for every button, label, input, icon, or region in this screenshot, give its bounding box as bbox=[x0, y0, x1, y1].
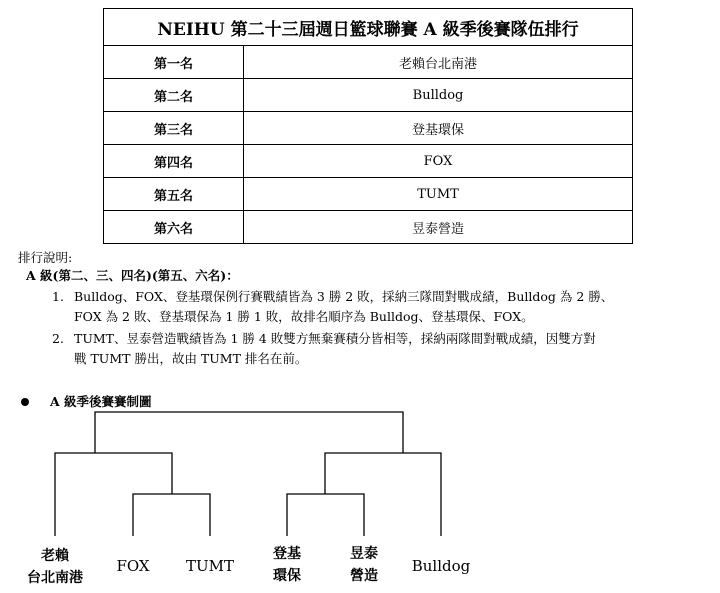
left-qf-line bbox=[133, 494, 210, 536]
note-text: TUMT、昱泰營造戰績皆為 1 勝 4 敗雙方無棄賽積分皆相等，採納兩隊間對戰成績，因雙方對 bbox=[74, 331, 596, 346]
team-cell: 登基環保 bbox=[244, 112, 633, 145]
team-cell: 昱泰營造 bbox=[244, 211, 633, 244]
bracket-team: Bulldog bbox=[411, 557, 471, 575]
rank-cell: 第四名 bbox=[104, 145, 244, 178]
right-qf-line bbox=[287, 494, 364, 536]
team-cell: FOX bbox=[244, 145, 633, 178]
bracket-team: 登基 環保 bbox=[273, 546, 301, 584]
final-line bbox=[95, 412, 403, 453]
team-cell: Bulldog bbox=[244, 79, 633, 112]
notes-heading: 排行說明: bbox=[18, 250, 73, 265]
bracket-team: FOX bbox=[116, 557, 150, 575]
team-cell: 老賴台北南港 bbox=[244, 46, 633, 79]
rank-cell: 第二名 bbox=[104, 79, 244, 112]
note-number: 2. bbox=[52, 331, 64, 346]
rank-cell: 第五名 bbox=[104, 178, 244, 211]
rank-cell: 第一名 bbox=[104, 46, 244, 79]
note-number: 1. bbox=[52, 289, 64, 304]
bracket-team: 老賴 台北南港 bbox=[27, 548, 83, 586]
note-text: 戰 TUMT 勝出，故由 TUMT 排名在前。 bbox=[74, 351, 308, 366]
bracket-title: A 級季後賽賽制圖 bbox=[50, 394, 152, 409]
bracket-team: TUMT bbox=[185, 557, 235, 575]
note-text: Bulldog、FOX、登基環保例行賽戰績皆為 3 勝 2 敗，採納三隊間對戰成績，Bulldog 為 2 勝、 bbox=[74, 289, 614, 304]
bracket-team: 昱泰 營造 bbox=[350, 546, 378, 584]
notes-subheading: A 級(第二、三、四名)(第五、六名)： bbox=[26, 268, 239, 283]
team-cell: TUMT bbox=[244, 178, 633, 211]
rank-cell: 第六名 bbox=[104, 211, 244, 244]
table-title: NEIHU 第二十三屆週日籃球聯賽 A 級季後賽隊伍排行 bbox=[104, 9, 633, 46]
rank-cell: 第三名 bbox=[104, 112, 244, 145]
note-text: FOX 為 2 敗、登基環保為 1 勝 1 敗，故排名順序為 Bulldog、登基環保、FOX。 bbox=[74, 309, 534, 324]
